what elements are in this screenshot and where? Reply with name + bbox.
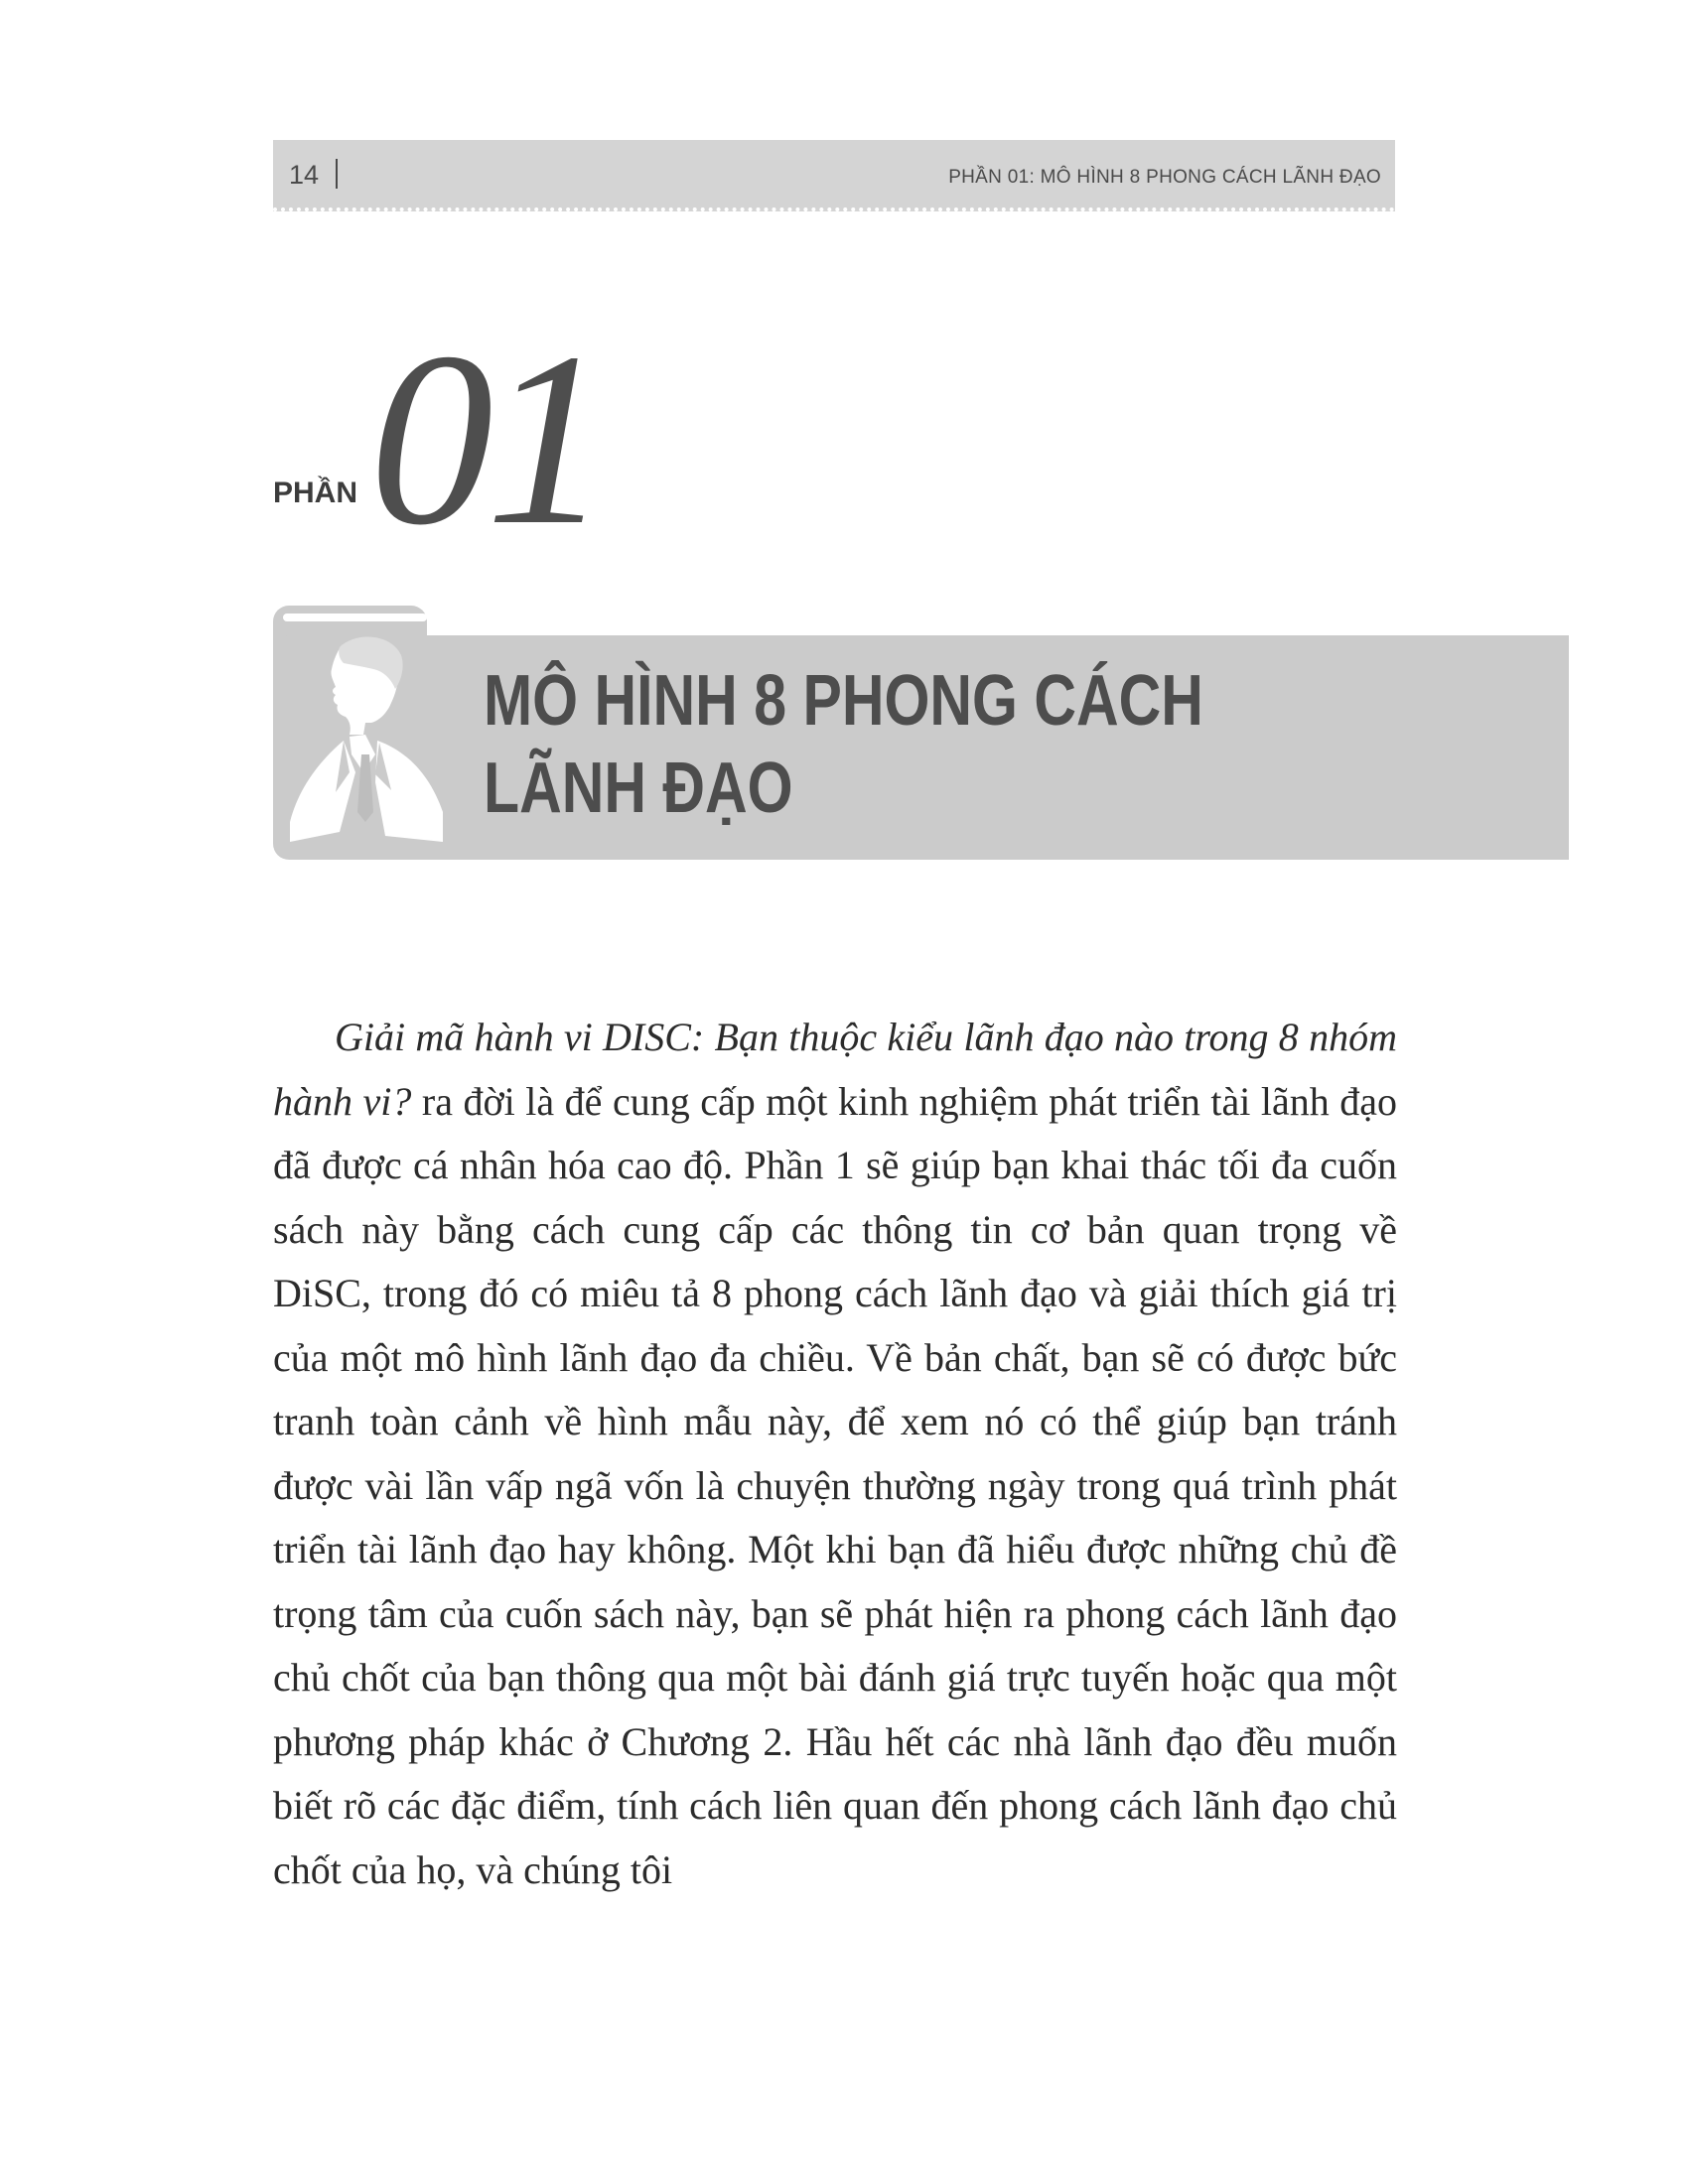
running-header bbox=[273, 140, 1395, 211]
header-divider bbox=[336, 159, 338, 189]
chapter-title-line-2: LÃNH ĐẠO bbox=[484, 749, 793, 828]
page-number: 14 bbox=[289, 160, 320, 190]
businessman-silhouette-icon bbox=[280, 623, 449, 852]
body-paragraph bbox=[273, 1006, 1397, 1902]
book-title: Giải mã hành vi DISC: Bạn thuộc kiểu lãnh đạo nào trong 8 nhóm hành vi? bbox=[273, 1015, 1397, 1124]
chapter-title-line-1: MÔ HÌNH 8 PHONG CÁCH bbox=[484, 661, 1203, 741]
paragraph-text: ra đời là để cung cấp một kinh nghiệm phát triển tài lãnh đạo đã được cá nhân hóa cao độ. Phần 1 sẽ giúp bạn khai thác tối đa cuốn sách này bằng cách cung cấp các thông tin cơ bản quan trọng về DiSC, trong đó có miêu tả 8 phong cách lãnh đạo và giải thích giá trị của một mô hình lãnh đạo đa chiều. Về bản chất, bạn sẽ có được bức tranh toàn cảnh về hình mẫu này, để xem nó có thể giúp bạn tránh được vài lần vấp ngã vốn là chuyện thường ngày trong quá trình phát triển tài lãnh đạo hay không. Một khi bạn đã hiểu được những chủ đề trọng tâm của cuốn sách này, bạn sẽ phát hiện ra phong cách lãnh đạo chủ chốt của bạn thông qua một bài đánh giá trực tuyến hoặc qua một phương pháp khác ở Chương 2. Hầu hết các nhà lãnh đạo đều muốn biết rõ các đặc điểm, tính cách liên quan đến phong cách lãnh đạo chủ chốt của họ, và chúng tôi bbox=[273, 1078, 1397, 1892]
title-banner-accent-line bbox=[283, 614, 427, 621]
chapter-title bbox=[484, 657, 1203, 832]
part-number: 01 bbox=[369, 302, 602, 577]
running-title: PHẦN 01: MÔ HÌNH 8 PHONG CÁCH LÃNH ĐẠO bbox=[948, 167, 1381, 188]
part-label: PHẦN bbox=[273, 477, 358, 509]
